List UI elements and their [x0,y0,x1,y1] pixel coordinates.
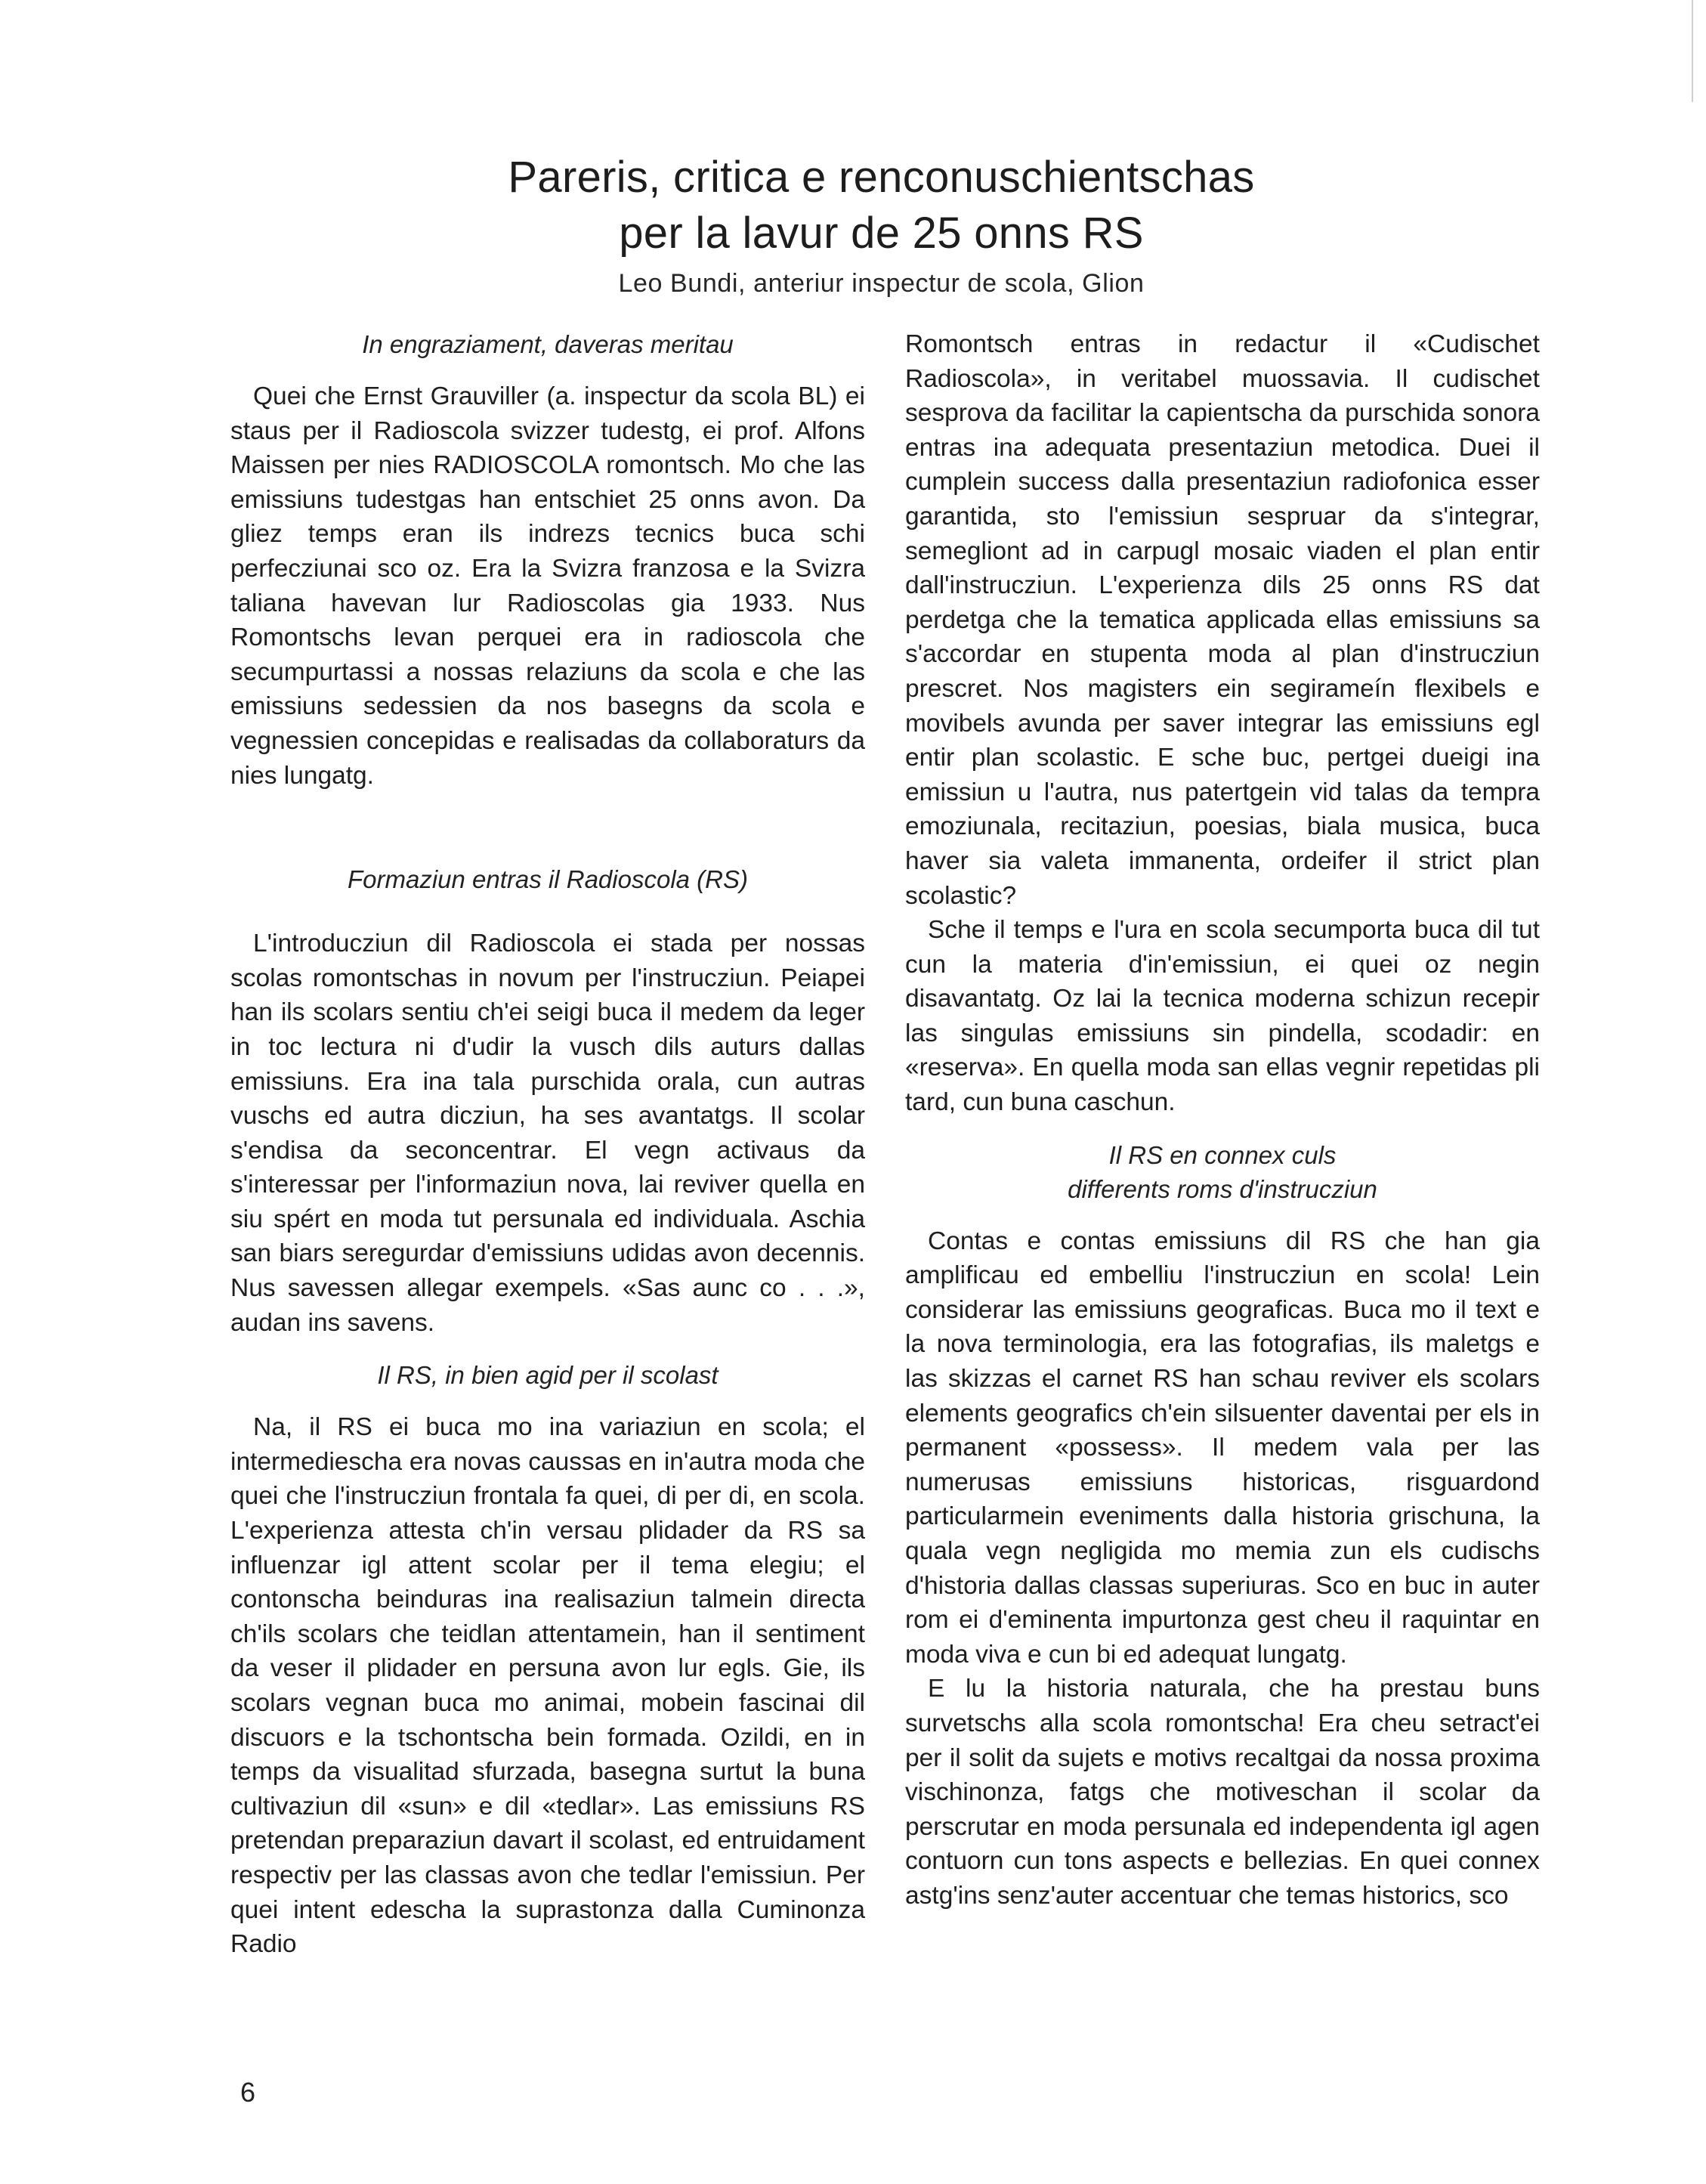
section-heading: Formaziun entras il Radioscola (RS) [347,865,748,894]
page-edge-line [1692,0,1693,102]
paragraph: Contas e contas emissiuns dil RS che han gia amplificau ed embelliu l'instrucziun en scola! Lein considerar las emissiuns geograficas. Buca mo il text e la nova terminologia, era las fotografias, ils maletgs e las skizzas el carnet RS han schau reviver els scolars elements geografics ch'ein silsuenter daventai per els in permanent «possess». Il medem vala per las numerusas emissiuns historicas, risguardond particularmein eveniments dalla historia grischuna, la quala vegn negligida mo memia zun els cudischs d'historia dallas classas superiuras. Sco en buc in auter rom ei d'eminenta impurtonza gest cheu il raquintar en moda viva e cun bi ed adequat lungatg. [905,1227,1540,1669]
section-heading: In engraziament, daveras meritau [362,330,734,358]
article-title [0,150,1706,261]
paragraph: Sche il temps e l'ura en scola secumporta buca dil tut cun la materia d'in'emissiun, ei quei oz negin disavantatg. Oz lai la tecnica moderna schizun recepir las singulas emissiuns sin pindella, scodadir: en «reserva». En quella moda san ellas vegnir repetidas pli tard, cun buna caschun. [905,916,1540,1117]
section-heading: Il RS en connex culs [1108,1140,1337,1169]
title-line-2: per la lavur de 25 onns RS [619,209,1144,258]
right-column [905,327,1540,1913]
paragraph: E lu la historia naturala, che ha prestau buns survetschs alla scola romontscha! Era cheu setract'ei per il solit da sujets e motivs recaltgai da nossa proxima vischinonza, fatgs che motiveschan il scolar da perscrutar en moda persunala ed independenta igl agen contuorn cun tons aspects e bellezias. En quei connex astg'ins senz'auter accentuar che temas historics, sco [905,1675,1540,1910]
author-byline: Leo Bundi, anteriur inspectur de scola, Glion [618,269,1145,298]
paragraph: L'introducziun dil Radioscola ei stada per nossas scolas romontschas in novum per l'instrucziun. Peiapei han ils scolars sentiu ch'ei seigi buca il medem da leger in toc lectura ni d'udir la vusch dils auturs dallas emissiuns. Era ina tala purschida orala, cun autras vuschs ed autra dicziun, ha ses avantatgs. Il scolar s'endisa da seconcentrar. El vegn activaus da s'interessar per l'informaziun nova, lai reviver quella en siu spért en moda tut persunala ed individuala. Aschia san biars seregurdar d'emissiuns udidas avon decennis. Nus savessen allegar exempels. «Sas aunc co . . .», audan ins savens. [230,930,865,1337]
left-column [230,327,865,1962]
paragraph: Romontsch entras in redactur il «Cudischet Radioscola», in veritabel muossavia. Il cudischet sesprova da facilitar la capientscha da purschida sonora entras ina adequata presentaziun metodica. Duei il cumplein success dalla presentaziun radiofonica esser garantida, sto l'emissiun sespruar da s'integrar, semegliont ad in carpugl mosaic viaden el plan entir dall'instrucziun. L'experienza dils 25 onns RS dat perdetga che la tematica applicada ellas emissiuns sa s'accordar en stupenta moda al plan d'instrucziun prescret. Nos magisters ein segirameín flexibels e movibels avunda per saver integrar las emissiuns egl entir plan scolastic. E sche buc, pertgei dueigi ina emissiun u l'autra, nus patertgein vid talas da tempra emoziunala, recitaziun, poesias, biala musica, buca haver sia valeta immanenta, ordeifer il strict plan scolastic? [905,330,1540,910]
title-line-1: Pareris, critica e renconuschientschas [508,153,1255,202]
paragraph: Quei che Ernst Grauviller (a. inspectur da scola BL) ei staus per il Radioscola svizzer tudestg, ei prof. Alfons Maissen per nies RADIOSCOLA romontsch. Mo che las emissiuns tudestgas han entschiet 25 onns avon. Da gliez temps eran ils indrezs tecnics buca schi perfecziunai sco oz. Era la Svizra franzosa e la Svizra taliana havevan lur Radioscolas gia 1933. Nus Romontschs levan perquei era in radioscola che secumpurtassi a nossas relaziuns da scola e che las emissiuns sedessien da nos basegns da scola e vegnessien concepidas e realisadas da collaboraturs da nies lungatg. [230,382,865,790]
section-heading: Il RS, in bien agid per il scolast [377,1361,719,1390]
paragraph: Na, il RS ei buca mo ina variaziun en scola; el intermediescha era novas caussas en in'autra moda che quei che l'instrucziun frontala fa quei, di per di, en scola. L'experienza attesta ch'in versau plidader da RS sa influenzar igl attent scolar per il tema elegiu; el contonscha beinduras ina realisaziun talmein directa ch'ils scolars che teidlan attentamein, han il sentiment da veser il plidader en persuna avon lur egls. Gie, ils scolars vegnan buca mo animai, mobein fascinai dil discuors e la tschontscha bein formada. Ozildi, en in temps da visualitad sfurzada, basegna surtut la buna cultivaziun dil «sun» e dil «tedlar». Las emissiuns RS pretendan preparaziun davart il scolast, ed entruidament respectiv per las classas avon che tedlar l'emissiun. Per quei intent edescha la suprastonza dalla Cuminonza Radio [230,1413,865,1959]
page-number: 6 [240,2077,256,2108]
section-heading: differents roms d'instrucziun [1068,1174,1377,1203]
